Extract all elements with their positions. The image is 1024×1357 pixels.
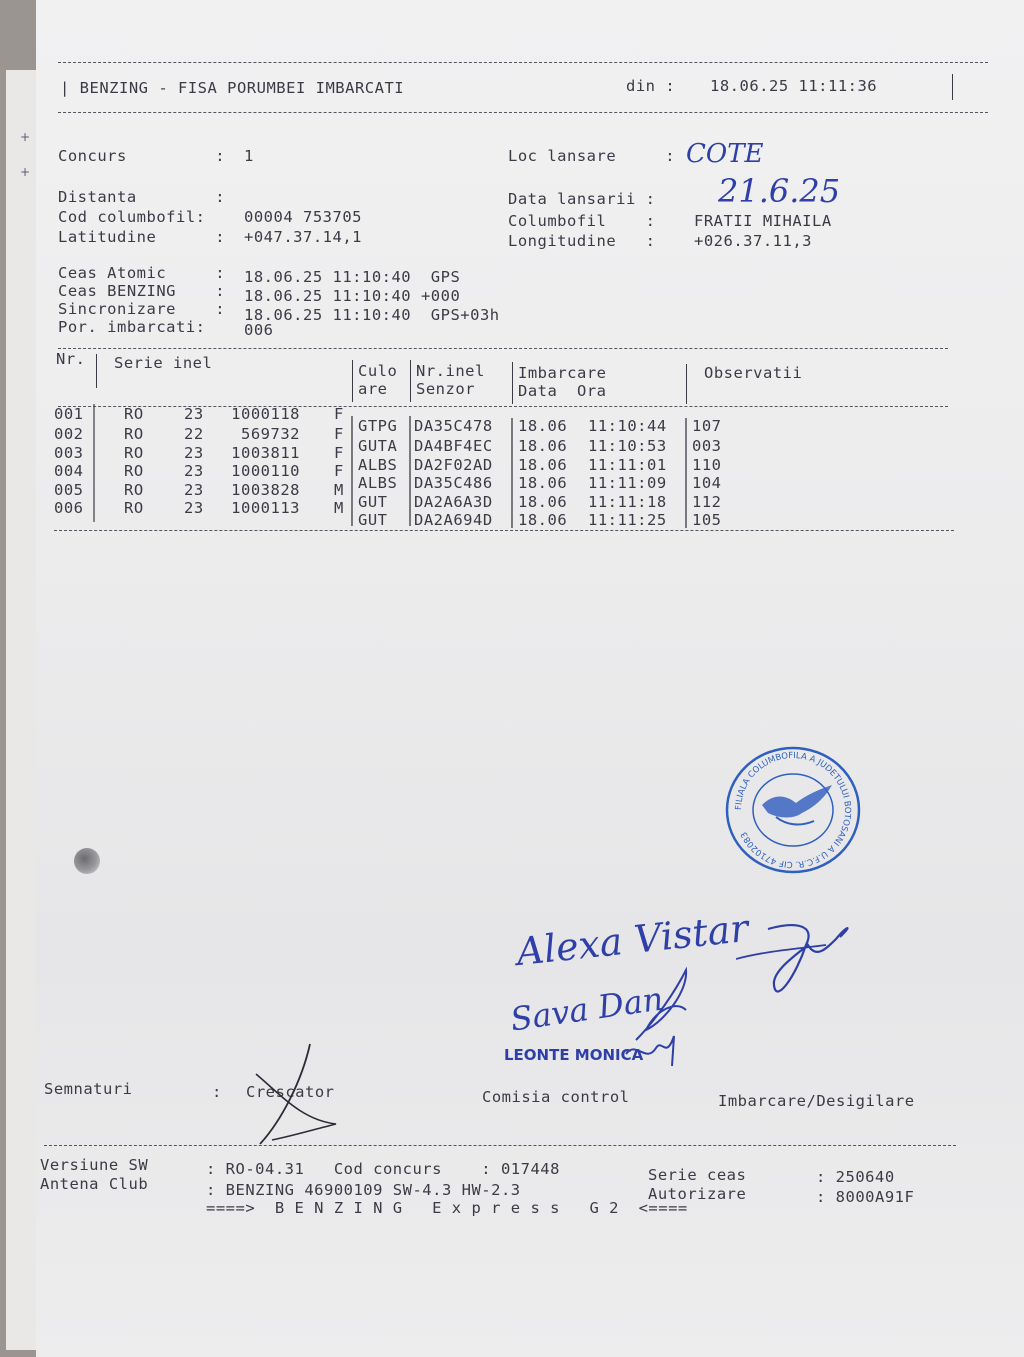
cell-sex: M bbox=[334, 481, 344, 499]
stamp-ring-text: FILIALA COLUMBOFILA A JUDETULUI BOTOSANI A U.F.C.R. CIF 47102083 bbox=[733, 750, 853, 870]
cell-culoare: GUT bbox=[358, 511, 388, 529]
cell-senzor: DA2A6A3D bbox=[414, 493, 493, 511]
cell-tara: RO bbox=[124, 444, 144, 462]
table-top-rule bbox=[58, 348, 948, 349]
cell-inel: 1000113 bbox=[231, 499, 300, 517]
cell-nr: 004 bbox=[54, 462, 84, 480]
porumbei-label: Por. imbarcati: bbox=[58, 318, 206, 336]
cell-culoare: GTPG bbox=[358, 417, 398, 435]
bird-emblem-icon bbox=[762, 785, 832, 818]
table-bottom-rule bbox=[54, 530, 954, 531]
cell-tara: RO bbox=[124, 462, 144, 480]
header-divider bbox=[96, 354, 97, 388]
cell-an: 23 bbox=[184, 481, 204, 499]
punch-hole bbox=[74, 848, 100, 874]
serie-ceas-value: : 250640 bbox=[816, 1168, 895, 1186]
cell-an: 23 bbox=[184, 462, 204, 480]
col-serie-header: Serie inel bbox=[114, 354, 213, 372]
cell-an: 23 bbox=[184, 499, 204, 517]
cell-senzor: DA2F02AD bbox=[414, 456, 493, 474]
cell-inel: 1000110 bbox=[231, 462, 300, 480]
header-top-rule bbox=[58, 62, 988, 63]
cell-nr: 006 bbox=[54, 499, 84, 517]
cell-tara: RO bbox=[124, 425, 144, 443]
initials-stroke bbox=[626, 1036, 674, 1066]
cell-inel: 1000118 bbox=[231, 405, 300, 423]
cell-ora: 11:11:25 bbox=[588, 511, 667, 529]
col-nrinel-header: Nr.inel bbox=[416, 362, 485, 380]
benzing-express-banner: ====> B E N Z I N G E x p r e s s G 2 <==== bbox=[206, 1199, 688, 1217]
cell-obs: 107 bbox=[692, 417, 722, 435]
ceas-benzing-label: Ceas BENZING : bbox=[58, 282, 226, 300]
semnaturi-label: Semnaturi bbox=[44, 1080, 133, 1098]
sincronizare-value: 18.06.25 11:10:40 GPS+03h bbox=[244, 306, 500, 324]
cell-sex: M bbox=[334, 499, 344, 517]
col-culoare-header: Culo bbox=[358, 362, 398, 380]
loc-handwritten: COTE bbox=[686, 139, 764, 169]
header-divider bbox=[686, 364, 687, 404]
antena-value: : BENZING 46900109 SW-4.3 HW-2.3 bbox=[206, 1181, 521, 1199]
cell-nr: 005 bbox=[54, 481, 84, 499]
versiune-value: : RO-04.31 Cod concurs : 017448 bbox=[206, 1160, 560, 1178]
cell-culoare: ALBS bbox=[358, 474, 398, 492]
serie-ceas-label: Serie ceas bbox=[648, 1166, 747, 1184]
longitudine-label: Longitudine : bbox=[508, 232, 656, 250]
cell-an: 23 bbox=[184, 405, 204, 423]
imbarcare-desigilare-label: Imbarcare/Desigilare bbox=[718, 1092, 915, 1110]
cell-sex: F bbox=[334, 425, 344, 443]
official-stamp bbox=[724, 745, 862, 875]
cell-inel: 1003811 bbox=[231, 444, 300, 462]
cell-sex: F bbox=[334, 405, 344, 423]
cell-nr: 002 bbox=[54, 425, 84, 443]
semnaturi-colon: : bbox=[212, 1083, 222, 1101]
crescator-label: Crescator bbox=[246, 1083, 335, 1101]
cell-tara: RO bbox=[124, 405, 144, 423]
cell-inel: 1003828 bbox=[231, 481, 300, 499]
cell-ora: 11:11:01 bbox=[588, 456, 667, 474]
document-title: | BENZING - FISA PORUMBEI IMBARCATI bbox=[60, 79, 405, 97]
antena-label: Antena Club bbox=[40, 1175, 149, 1193]
cell-data: 18.06 bbox=[518, 437, 568, 455]
cell-sex: F bbox=[334, 462, 344, 480]
cell-ora: 11:10:44 bbox=[588, 417, 667, 435]
cell-senzor: DA4BF4EC bbox=[414, 437, 493, 455]
columbofil-value: FRATII MIHAILA bbox=[694, 212, 832, 230]
cell-tara: RO bbox=[124, 481, 144, 499]
cell-obs: 104 bbox=[692, 474, 722, 492]
header-divider bbox=[512, 362, 513, 404]
distanta-label: Distanta : bbox=[58, 188, 226, 206]
cell-senzor: DA35C486 bbox=[414, 474, 493, 492]
document-sheet bbox=[36, 0, 1024, 1357]
cell-nr: 003 bbox=[54, 444, 84, 462]
ceas-atomic-value: 18.06.25 11:10:40 GPS bbox=[244, 268, 461, 286]
latitudine-label: Latitudine : bbox=[58, 228, 226, 246]
cell-inel: 569732 bbox=[241, 425, 300, 443]
cod-columbofil-label: Cod columbofil: bbox=[58, 208, 206, 226]
printed-name-stamp: LEONTE MONICA bbox=[504, 1046, 644, 1064]
loc-label: Loc lansare : bbox=[508, 147, 676, 165]
cell-data: 18.06 bbox=[518, 456, 568, 474]
columbofil-label: Columbofil : bbox=[508, 212, 656, 230]
cell-senzor: DA2A694D bbox=[414, 511, 493, 529]
cell-an: 22 bbox=[184, 425, 204, 443]
edge-mark: + bbox=[20, 165, 31, 179]
date-label: din : bbox=[626, 77, 676, 95]
crescator-signature bbox=[252, 1040, 342, 1150]
cell-obs: 105 bbox=[692, 511, 722, 529]
signature-stroke bbox=[256, 1074, 336, 1140]
cod-columbofil-value: 00004 753705 bbox=[244, 208, 362, 226]
edge-mark: + bbox=[20, 130, 31, 144]
header-bottom-rule bbox=[58, 112, 988, 113]
cell-culoare: GUT bbox=[358, 493, 388, 511]
col-nr-header: Nr. bbox=[56, 350, 86, 368]
cell-data: 18.06 bbox=[518, 474, 568, 492]
col-culoare-header-2: are bbox=[358, 380, 388, 398]
cell-ora: 11:11:18 bbox=[588, 493, 667, 511]
cell-data: 18.06 bbox=[518, 511, 568, 529]
col-nrinel-header-2: Senzor bbox=[416, 380, 475, 398]
autorizare-label: Autorizare bbox=[648, 1185, 747, 1203]
col-imbarcare-header: Imbarcare bbox=[518, 364, 607, 382]
cell-obs: 003 bbox=[692, 437, 722, 455]
concurs-label: Concurs : bbox=[58, 147, 226, 165]
sincronizare-label: Sincronizare : bbox=[58, 300, 226, 318]
concurs-value: 1 bbox=[244, 147, 254, 165]
signature-stroke bbox=[260, 1044, 310, 1144]
col-observatii-header: Observatii bbox=[704, 364, 803, 382]
cell-an: 23 bbox=[184, 444, 204, 462]
initials-scribble bbox=[622, 1030, 682, 1070]
date-value: 18.06.25 11:11:36 bbox=[710, 77, 878, 95]
data-lansarii-handwritten: 21.6.25 bbox=[718, 172, 841, 210]
cell-obs: 112 bbox=[692, 493, 722, 511]
header-divider bbox=[352, 360, 353, 402]
comisia-control-label: Comisia control bbox=[482, 1088, 630, 1106]
header-right-bar bbox=[952, 74, 953, 100]
cell-ora: 11:10:53 bbox=[588, 437, 667, 455]
cell-data: 18.06 bbox=[518, 493, 568, 511]
cell-sex: F bbox=[334, 444, 344, 462]
cell-data: 18.06 bbox=[518, 417, 568, 435]
versiune-label: Versiune SW bbox=[40, 1156, 149, 1174]
autorizare-value: : 8000A91F bbox=[816, 1188, 915, 1206]
porumbei-value: 006 bbox=[244, 321, 274, 339]
signature-scribble bbox=[736, 915, 876, 1005]
col-imbarcare-header-2: Data Ora bbox=[518, 382, 607, 400]
header-divider bbox=[410, 360, 411, 402]
signature-alexa-vistar: Alexa Vistar bbox=[514, 905, 751, 975]
cell-tara: RO bbox=[124, 499, 144, 517]
cell-ora: 11:11:09 bbox=[588, 474, 667, 492]
longitudine-value: +026.37.11,3 bbox=[694, 232, 812, 250]
cell-senzor: DA35C478 bbox=[414, 417, 493, 435]
cell-culoare: ALBS bbox=[358, 456, 398, 474]
footer-top-rule bbox=[44, 1145, 956, 1146]
ceas-atomic-label: Ceas Atomic : bbox=[58, 264, 226, 282]
scribble-stroke bbox=[768, 925, 848, 991]
cell-obs: 110 bbox=[692, 456, 722, 474]
latitudine-value: +047.37.14,1 bbox=[244, 228, 362, 246]
data-lansarii-label: Data lansarii : bbox=[508, 190, 656, 208]
ceas-benzing-value: 18.06.25 11:10:40 +000 bbox=[244, 287, 461, 305]
bird-tail-stroke bbox=[776, 817, 814, 824]
signature-sava-dan: Sava Dan bbox=[508, 979, 666, 1039]
scribble-stroke bbox=[736, 945, 826, 959]
cell-nr: 001 bbox=[54, 405, 84, 423]
cell-culoare: GUTA bbox=[358, 437, 398, 455]
